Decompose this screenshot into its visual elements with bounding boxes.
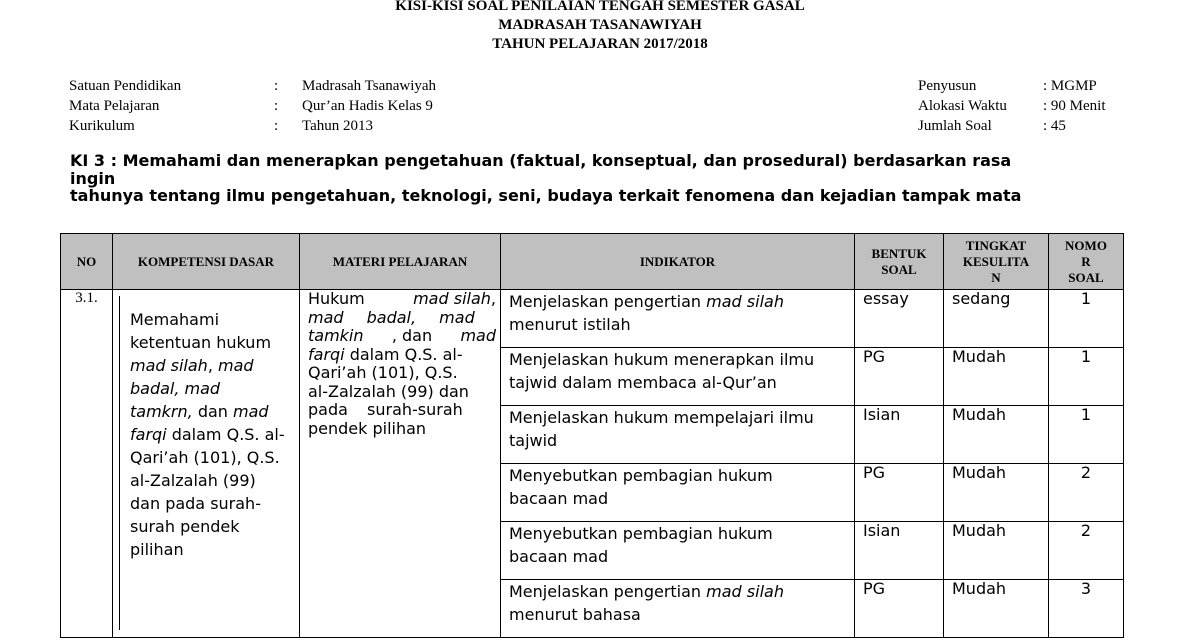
bentuk-soal-cell: essay xyxy=(855,290,944,348)
meta-value: : 90 Menit xyxy=(1043,98,1106,114)
nomor-soal-cell: 2 xyxy=(1049,464,1124,522)
kd-line xyxy=(130,354,289,377)
kompetensi-dasar-text xyxy=(119,296,299,630)
meta-right-values xyxy=(1043,76,1106,136)
header-line: BENTUK xyxy=(871,246,927,261)
materi-italic: farqi xyxy=(308,344,345,364)
nomor-soal-cell: 1 xyxy=(1049,406,1124,464)
materi-text: Hukum xyxy=(308,289,365,308)
header-tingkat-kesulitan xyxy=(944,234,1049,290)
ki-line: tahunya tentang ilmu pengetahuan, teknologi, seni, budaya terkait fenomena dan kejadian tampak mata xyxy=(70,186,1022,205)
row-number-cell xyxy=(61,290,113,638)
header-line: NOMO xyxy=(1065,238,1107,253)
meta-sep: : xyxy=(274,78,279,94)
header-line: SOAL xyxy=(1068,270,1104,285)
kd-line: pilihan xyxy=(130,540,184,559)
indikator-line xyxy=(509,580,850,603)
materi-line: pendek pilihan xyxy=(308,418,427,438)
kd-line: al-Zalzalah (99) xyxy=(130,471,256,490)
header-nomor-soal xyxy=(1049,234,1124,290)
meta-sep: : xyxy=(274,118,279,134)
indikator-text: Menjelaskan pengertian xyxy=(509,292,707,311)
bentuk-soal-cell: PG xyxy=(855,464,944,522)
materi-line xyxy=(308,346,496,365)
tingkat-kesulitan-cell: Mudah xyxy=(944,522,1049,580)
indikator-line: Menjelaskan hukum mempelajari ilmu xyxy=(509,408,814,427)
meta-left-labels xyxy=(69,76,181,136)
nomor-soal-cell: 2 xyxy=(1049,522,1124,580)
kd-text: dan xyxy=(192,402,234,421)
indikator-line: tajwid dalam membaca al-Qur’an xyxy=(509,373,777,392)
header-line: R xyxy=(1081,254,1091,269)
header-kompetensi-dasar: KOMPETENSI DASAR xyxy=(113,234,300,290)
doc-subtitle-year: TAHUN PELAJARAN 2017/2018 xyxy=(492,36,708,52)
doc-subtitle-school: MADRASAH TASANAWIYAH xyxy=(498,17,702,33)
indikator-line: Menyebutkan pembagian hukum xyxy=(509,466,773,485)
ki-line: KI 3 : Memahami dan menerapkan pengetahuan (faktual, konseptual, dan prosedural) berdasarkan rasa xyxy=(70,151,1012,170)
kd-italic: mad xyxy=(217,356,254,375)
kd-line: surah pendek xyxy=(130,517,240,536)
bentuk-soal-cell: Isian xyxy=(855,406,944,464)
indikator-italic: mad silah xyxy=(706,582,784,601)
indikator-line: Menjelaskan hukum menerapkan ilmu xyxy=(509,350,815,369)
indikator-line xyxy=(509,290,850,313)
header-no: NO xyxy=(61,234,113,290)
indikator-cell xyxy=(501,522,855,580)
kd-text: dalam Q.S. al- xyxy=(166,425,285,444)
meta-value: : 45 xyxy=(1043,118,1066,134)
meta-label: Alokasi Waktu xyxy=(918,98,1007,114)
meta-value: : MGMP xyxy=(1043,78,1097,94)
kompetensi-dasar-cell xyxy=(113,290,300,638)
bentuk-soal-cell: Isian xyxy=(855,522,944,580)
tingkat-kesulitan-cell: Mudah xyxy=(944,406,1049,464)
meta-label: Mata Pelajaran xyxy=(69,98,160,114)
indikator-cell xyxy=(501,464,855,522)
materi-line: al-Zalzalah (99) dan xyxy=(308,381,469,401)
kd-line xyxy=(130,377,289,400)
table-header-row xyxy=(61,234,1124,290)
meta-label: Satuan Pendidikan xyxy=(69,78,182,94)
indikator-line: Menyebutkan pembagian hukum xyxy=(509,524,773,543)
kd-line: ketentuan hukum xyxy=(130,333,272,352)
table-row xyxy=(61,290,1124,348)
nomor-soal-cell: 1 xyxy=(1049,290,1124,348)
indikator-italic: mad silah xyxy=(706,292,784,311)
kd-line: Qari’ah (101), Q.S. xyxy=(130,448,280,467)
materi-italic: mad badal, mad xyxy=(308,307,475,327)
indikator-cell xyxy=(501,580,855,638)
tingkat-kesulitan-cell: sedang xyxy=(944,290,1049,348)
header-line: TINGKAT xyxy=(965,238,1027,253)
kisi-kisi-table xyxy=(60,233,1124,638)
kd-line xyxy=(130,400,289,423)
kd-italic: farqi xyxy=(130,425,167,444)
indikator-line: bacaan mad xyxy=(509,547,609,566)
indikator-cell xyxy=(501,406,855,464)
meta-left-separators xyxy=(274,76,278,136)
materi-text: , dan xyxy=(391,326,433,345)
tingkat-kesulitan-cell: Mudah xyxy=(944,348,1049,406)
kd-italic: mad xyxy=(233,402,269,421)
meta-value: Qur’an Hadis Kelas 9 xyxy=(302,98,433,114)
header-materi-pelajaran: MATERI PELAJARAN xyxy=(300,234,501,290)
tingkat-kesulitan-cell: Mudah xyxy=(944,464,1049,522)
kd-text: , xyxy=(207,356,218,375)
kd-italic: badal, mad xyxy=(130,379,221,398)
kd-line: Memahami xyxy=(130,310,220,329)
meta-label: Penyusun xyxy=(918,78,977,94)
nomor-soal-cell: 3 xyxy=(1049,580,1124,638)
header-line: N xyxy=(991,270,1001,285)
materi-line xyxy=(308,290,496,309)
kd-line: dan pada surah- xyxy=(130,494,261,513)
materi-line: Qari’ah (101), Q.S. xyxy=(308,363,458,382)
meta-left-values xyxy=(302,76,436,136)
materi-italic: mad xyxy=(460,326,496,345)
row-number: 3.1. xyxy=(75,290,98,306)
header-indikator: INDIKATOR xyxy=(501,234,855,290)
header-bentuk-soal xyxy=(855,234,944,290)
materi-line xyxy=(308,309,496,328)
header-line: KESULITA xyxy=(962,254,1030,269)
indikator-line: bacaan mad xyxy=(509,489,609,508)
materi-italic: mad silah xyxy=(413,289,491,308)
nomor-soal-cell: 1 xyxy=(1049,348,1124,406)
meta-value: Madrasah Tsanawiyah xyxy=(302,78,437,94)
materi-line xyxy=(308,327,496,346)
meta-label: Jumlah Soal xyxy=(918,118,992,134)
bentuk-soal-cell: PG xyxy=(855,580,944,638)
meta-sep: : xyxy=(274,98,279,114)
meta-right-labels xyxy=(918,76,1007,136)
ki-statement xyxy=(70,152,1110,205)
meta-value: Tahun 2013 xyxy=(302,118,374,134)
meta-label: Kurikulum xyxy=(69,118,135,134)
materi-line: pada surah-surah xyxy=(308,400,463,419)
header-line: SOAL xyxy=(881,262,917,277)
indikator-cell xyxy=(501,348,855,406)
kd-italic: mad silah xyxy=(130,356,208,375)
materi-text: , xyxy=(490,289,496,308)
tingkat-kesulitan-cell: Mudah xyxy=(944,580,1049,638)
indikator-text: Menjelaskan pengertian xyxy=(509,582,707,601)
kd-italic: tamkrn, xyxy=(130,402,193,421)
materi-text: dalam Q.S. al- xyxy=(344,344,463,364)
materi-italic: tamkin xyxy=(308,326,364,345)
bentuk-soal-cell: PG xyxy=(855,348,944,406)
indikator-cell xyxy=(501,290,855,348)
ki-line: ingin xyxy=(70,168,116,188)
indikator-line: menurut istilah xyxy=(509,315,631,334)
materi-text xyxy=(413,290,496,309)
indikator-line: menurut bahasa xyxy=(509,605,641,624)
kd-line xyxy=(130,423,289,446)
indikator-line: tajwid xyxy=(509,431,558,450)
materi-pelajaran-cell xyxy=(300,290,501,638)
doc-title: KISI-KISI SOAL PENILAIAN TENGAH SEMESTER GASAL xyxy=(395,0,805,14)
